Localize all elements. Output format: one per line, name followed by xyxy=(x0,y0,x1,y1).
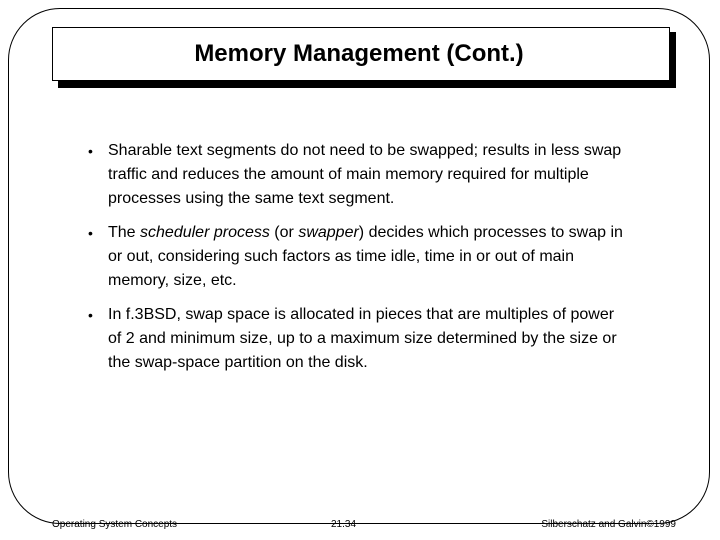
title-box xyxy=(52,27,670,81)
bullet-icon: • xyxy=(88,143,93,159)
bullet-icon: • xyxy=(88,225,93,241)
footer-copyright: Silberschatz and Galvin©1999 xyxy=(541,519,676,530)
bullet-item xyxy=(88,303,628,375)
bullet-emphasis: scheduler process xyxy=(140,224,270,241)
slide-title: Memory Management (Cont.) xyxy=(194,40,524,67)
bullet-list xyxy=(88,139,628,385)
bullet-emphasis: swapper xyxy=(298,224,359,241)
bullet-text: In f.3BSD, swap space is allocated in pieces that are multiples of power of 2 and minimum size, up to a maximum size determined by the size or the swap-space partition on the disk. xyxy=(108,306,617,371)
bullet-item xyxy=(88,139,628,211)
bullet-text: Sharable text segments do not need to be swapped; results in less swap traffic and reduces the amount of main memory required for multiple processes using the same text segment. xyxy=(108,142,622,207)
bullet-icon: • xyxy=(88,307,93,323)
bullet-text-part: ) decides which processes to swap in or out, considering such factors as time idle, time in or out of main memory, size, etc. xyxy=(108,224,623,289)
bullet-text-part: The xyxy=(108,224,141,241)
bullet-text-part: (or xyxy=(269,224,299,241)
bullet-item xyxy=(88,221,628,293)
footer-page-number: 21.34 xyxy=(331,519,357,530)
footer-course: Operating System Concepts xyxy=(52,519,178,530)
